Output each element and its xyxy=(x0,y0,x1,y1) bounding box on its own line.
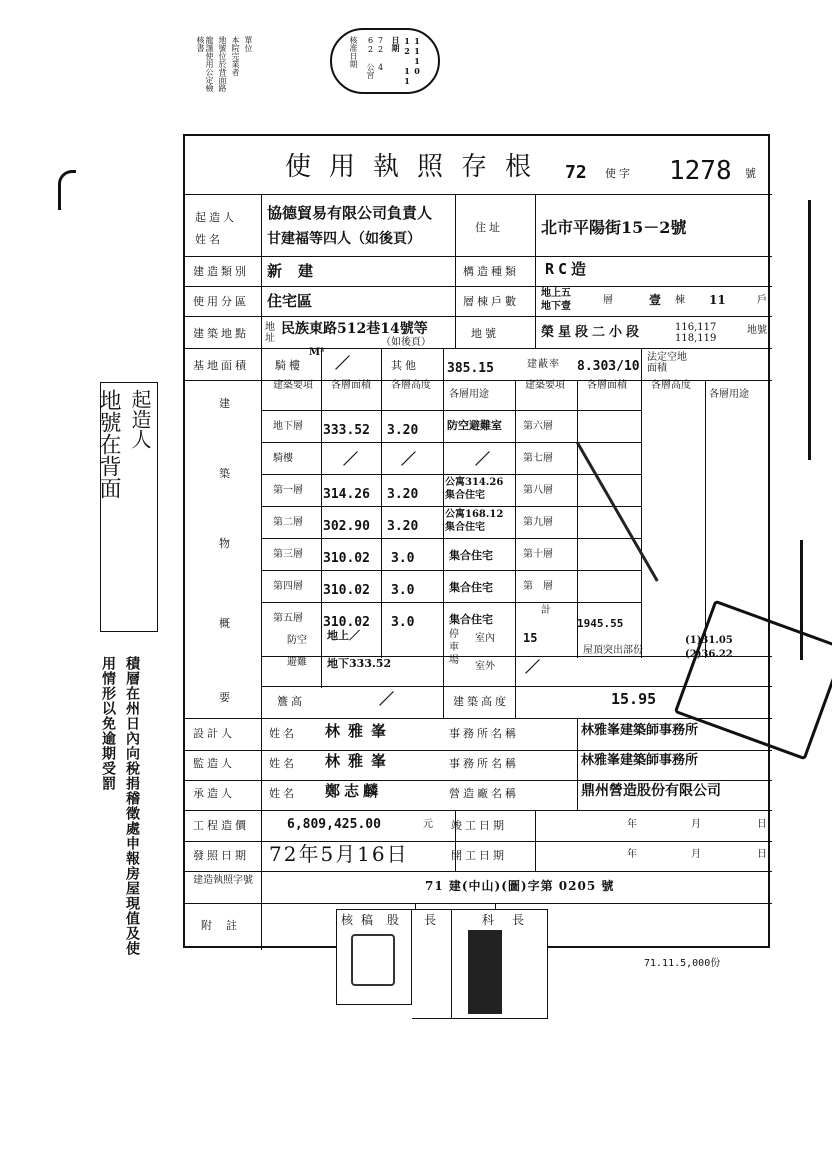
row-area: 333.52 xyxy=(323,423,370,438)
cost-label: 工程造價 xyxy=(193,819,249,832)
permit-suffix: 號 xyxy=(745,167,759,180)
floors-label: 層棟戶數 xyxy=(463,295,519,308)
permit-ref-label: 建造執照字號 xyxy=(193,875,253,886)
margin-note-col: 地號在背面 xyxy=(96,389,121,499)
row-item: 第四層 xyxy=(273,581,303,592)
review-stamp-char: 股 xyxy=(387,913,400,927)
row-height: 3.20 xyxy=(387,487,419,502)
row-use: 公寓314.26 集合住宅 xyxy=(445,477,504,501)
row-height: 3.0 xyxy=(391,551,415,566)
summary-side-label: 建 xyxy=(219,397,233,410)
lot-suffix: 地號 xyxy=(747,325,767,336)
applicant-address: 北市平陽街15－2號 xyxy=(541,218,687,237)
parking-outdoor: ／ xyxy=(525,658,541,676)
floors-below: 地下壹 xyxy=(541,301,571,312)
seal-stamp xyxy=(351,934,395,986)
row-use: 集合住宅 xyxy=(449,581,493,594)
cost-value: 6,809,425.00 xyxy=(287,817,381,832)
received-stamp-line: 核准日期 xyxy=(349,36,358,68)
date-month: 月 xyxy=(691,849,701,860)
contractor-company: 鼎州營造股份有限公司 xyxy=(581,783,721,799)
applicant-name-line2: 甘建福等四人（如後頁） xyxy=(267,231,421,247)
coverage-label: 建蔽率 xyxy=(527,359,560,370)
row-area: 302.90 xyxy=(323,519,370,534)
review-stamp-char: 稿 xyxy=(361,913,374,927)
date-month: 月 xyxy=(691,819,701,830)
row-use: 公寓168.12 集合住宅 xyxy=(445,509,504,533)
row-item2: 第 層 xyxy=(523,581,553,592)
row-item2: 第八層 xyxy=(523,485,553,496)
received-stamp-line: 72 4 62 公宮 xyxy=(366,36,385,79)
arcade-label: 騎樓 xyxy=(275,359,303,372)
edge-mark xyxy=(808,200,822,460)
lot-numbers: 116,117 118,119 xyxy=(675,322,717,344)
parking-label: 停車場 xyxy=(449,629,459,666)
col-header: 各層用途 xyxy=(709,389,749,400)
site-address: 民族東路512巷14號等 xyxy=(281,321,428,337)
applicant-name-line1: 協德貿易有限公司負責人 xyxy=(267,204,433,222)
review-stamp-char: 科 xyxy=(482,913,495,927)
header-note xyxy=(196,36,253,94)
edge-mark xyxy=(800,540,822,660)
col-header: 各層面積 xyxy=(331,380,371,391)
date-day: 日 xyxy=(757,819,767,830)
building-unit: 棟 xyxy=(675,295,685,306)
summary-side-label: 築 xyxy=(219,467,233,480)
completion-label: 竣工日期 xyxy=(451,819,507,832)
total-area: 1945.55 xyxy=(577,617,624,630)
header-note-line: 本院完業者 xyxy=(231,36,240,76)
col-header: 各層高度 xyxy=(391,380,431,391)
name-label: 姓名 xyxy=(269,727,297,740)
contractor-label: 承造人 xyxy=(193,787,235,800)
base-area-label: 基地面積 xyxy=(193,359,249,372)
building-height: 15.95 xyxy=(611,690,657,708)
margin-note-col: 起造人 xyxy=(128,389,152,449)
parking-indoor: 15 xyxy=(523,631,538,645)
seal-stamp xyxy=(468,930,502,1014)
date-day: 日 xyxy=(757,849,767,860)
building-height-label: 建築高度 xyxy=(453,695,509,708)
row-item: 地下層 xyxy=(273,421,303,432)
row-use: 集合住宅 xyxy=(449,613,493,626)
review-stamp-box xyxy=(452,909,548,1019)
designer-label: 設計人 xyxy=(193,727,235,740)
review-stamp-char: 長 xyxy=(512,913,525,927)
zone-label: 使用分區 xyxy=(193,295,249,308)
row-item2: 計 xyxy=(541,605,551,616)
structure-type: RC造 xyxy=(545,260,591,278)
permit-prefix: 使字 xyxy=(605,167,633,180)
review-stamp-char: 核 xyxy=(341,913,354,927)
site-sub-label: 地址 xyxy=(265,322,275,344)
binding-mark xyxy=(58,170,76,210)
eaves-label: 簷高 xyxy=(277,695,305,708)
supervisor-label: 監造人 xyxy=(193,757,235,770)
other-label: 其他 xyxy=(391,359,419,372)
permit-number: 1278 xyxy=(669,156,732,186)
summary-side-label: 物 xyxy=(219,537,233,550)
col-header: 各層面積 xyxy=(587,380,627,391)
zone-value: 住宅區 xyxy=(267,292,313,310)
summary-side-label: 要 xyxy=(219,691,233,704)
designer-name: 林雅峯 xyxy=(325,722,395,740)
col-header: 各層用途 xyxy=(449,389,489,400)
shelter-below: 地下333.52 xyxy=(327,657,392,670)
row-item2: 第六層 xyxy=(523,421,553,432)
row-area: 310.02 xyxy=(323,615,370,630)
col-header: 建築要項 xyxy=(273,380,313,391)
unit-count: 11 xyxy=(709,293,726,307)
date-year: 年 xyxy=(627,849,637,860)
row-height: ／ xyxy=(401,450,417,468)
lot-label: 地號 xyxy=(471,327,499,340)
name-label: 姓名 xyxy=(269,787,297,800)
designer-office-label: 事務所名稱 xyxy=(449,727,519,740)
eaves-value: ／ xyxy=(379,690,395,708)
remarks-label: 附註 xyxy=(201,919,251,932)
row-item: 第五層 xyxy=(273,613,303,624)
address-label: 住址 xyxy=(475,221,503,234)
issue-date-label: 發照日期 xyxy=(193,849,249,862)
name-label: 姓名 xyxy=(269,757,297,770)
contractor-name: 鄭志麟 xyxy=(325,782,383,800)
row-area: 310.02 xyxy=(323,583,370,598)
roof-value: (1)31.05 (2)36.22 xyxy=(685,635,733,660)
row-use: 集合住宅 xyxy=(449,549,493,562)
tax-reminder-note: 積層在州日內向稅捐稽徵處申報房屋現值及使用情形以免逾期受罰 xyxy=(100,656,140,956)
row-use: ／ xyxy=(475,450,491,468)
parking-indoor-label: 室內 xyxy=(475,633,495,644)
form-title: 使用執照存根 xyxy=(285,152,550,182)
cost-unit: 元 xyxy=(423,819,433,830)
row-item: 第三層 xyxy=(273,549,303,560)
other-area: 385.15 xyxy=(447,361,494,376)
construction-type-label: 建造類別 xyxy=(193,265,249,278)
row-use: 防空避難室 xyxy=(447,419,502,432)
floor-unit: 層 xyxy=(603,295,613,306)
margin-note-box xyxy=(96,382,158,632)
row-area: ／ xyxy=(343,450,359,468)
coverage-value: 8.303/10 xyxy=(577,359,640,374)
roof-label: 屋頂突出部份 xyxy=(583,645,643,656)
shelter-above: 地上／ xyxy=(327,629,360,642)
shelter-label: 防空避難 xyxy=(287,635,307,668)
unit-label: M² xyxy=(309,347,325,358)
row-item: 騎樓 xyxy=(273,453,293,464)
parking-outdoor-label: 室外 xyxy=(475,661,495,672)
received-stamp-line: 1110 12 11 日期 xyxy=(391,36,422,86)
floors-above: 地上五 xyxy=(541,288,571,299)
row-item: 第二層 xyxy=(273,517,303,528)
issue-date: 72年5月16日 xyxy=(269,842,409,866)
structure-label: 構造種類 xyxy=(463,265,519,278)
unit-suffix: 戶 xyxy=(757,295,767,306)
construction-type: 新建 xyxy=(267,262,330,280)
row-area: 314.26 xyxy=(323,487,370,502)
start-date-label: 開工日期 xyxy=(451,849,507,862)
site-note: （如後頁） xyxy=(381,337,431,348)
review-stamp-box xyxy=(336,909,412,1005)
received-stamp xyxy=(330,28,440,94)
row-item2: 第九層 xyxy=(523,517,553,528)
row-item2: 第十層 xyxy=(523,549,553,560)
permit-year: 72 xyxy=(565,162,587,183)
contractor-company-label: 營造廠名稱 xyxy=(449,787,519,800)
arcade-area: ／ xyxy=(335,354,351,372)
supervisor-office: 林雅峯建築師事務所 xyxy=(581,753,699,768)
review-stamp-char: 長 xyxy=(424,913,437,927)
print-info: 71.11.5,000份 xyxy=(644,958,721,969)
row-area: 310.02 xyxy=(323,551,370,566)
header-note-line: 龍謹使用公定檢核書 xyxy=(196,36,214,92)
row-height: 3.20 xyxy=(387,423,419,438)
row-item2: 第七層 xyxy=(523,453,553,464)
date-year: 年 xyxy=(627,819,637,830)
lot-section: 榮星段二小段 xyxy=(541,325,644,340)
col-header: 建築要項 xyxy=(525,380,565,391)
row-item: 第一層 xyxy=(273,485,303,496)
summary-side-label: 概 xyxy=(219,617,233,630)
open-space-label: 法定空地面積 xyxy=(647,352,687,374)
row-height: 3.0 xyxy=(391,583,415,598)
building-count: 壹 xyxy=(649,293,662,307)
designer-office: 林雅峯建築師事務所 xyxy=(581,723,699,738)
review-stamp-box xyxy=(412,909,452,1019)
header-note-line: 地號位於背面路 xyxy=(218,36,227,92)
supervisor-name: 林雅峯 xyxy=(325,752,395,770)
header-note-line: 單位 xyxy=(244,36,253,52)
row-height: 3.0 xyxy=(391,615,415,630)
col-header: 各層高度 xyxy=(651,380,691,391)
applicant-label: 起造人 xyxy=(195,211,237,224)
name-label: 姓名 xyxy=(195,233,223,246)
supervisor-office-label: 事務所名稱 xyxy=(449,757,519,770)
permit-ref: 71 建(中山)(圖)字第 0205 號 xyxy=(425,879,615,893)
site-label: 建築地點 xyxy=(193,327,249,340)
row-height: 3.20 xyxy=(387,519,419,534)
